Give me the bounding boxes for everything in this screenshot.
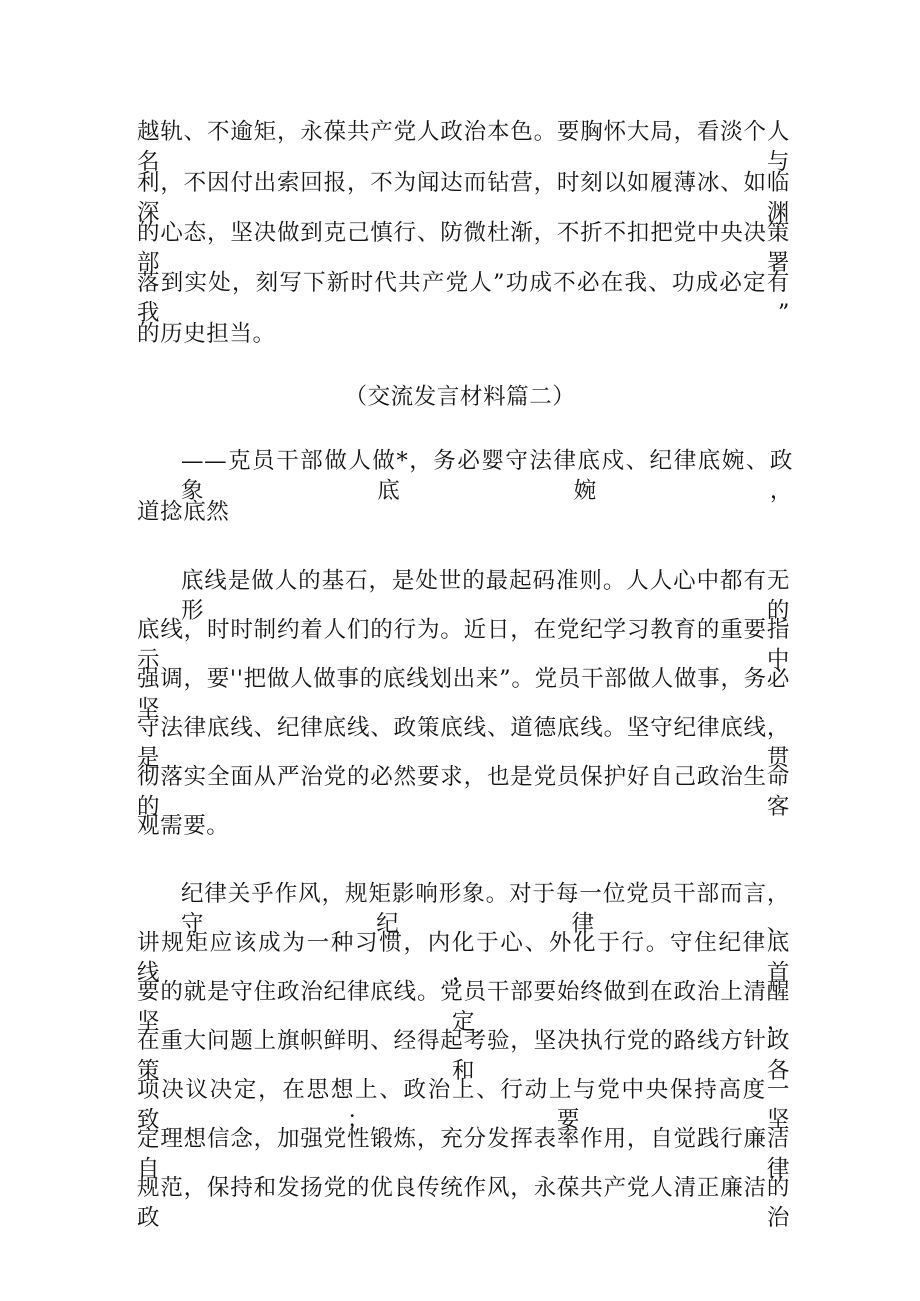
paragraph-line: 底线，时时制约着人们的行为。近日，在党纪学习教育的重要指示中 [137,617,790,673]
paragraph-line: 观需要。 [137,813,230,839]
paragraph-line: 落到实处，刻写下新时代共产党人”功成不必在我、功成必定有我” [137,270,790,326]
subtitle-line: 道捻底然 [137,499,230,525]
paragraph-line: 的历史担当。 [137,321,276,347]
paragraph-line: 底线是做人的基石，是处世的最起码准则。人人心中都有无形的 [181,568,790,624]
paragraph-line: 利，不因付出索回报，不为闻达而钻营，时刻以如履薄冰、如临深渊 [137,170,790,226]
paragraph-line: 讲规矩应该成为一种习惯，内化于心、外化于行。守住纪律底线，首 [137,930,790,986]
paragraph-line: 定理想信念，加强党性锻炼，充分发挥表率作用，自觉践行廉洁自律 [137,1126,790,1182]
paragraph-line: 项决议决定，在思想上、政治上、行动上与党中央保持高度一致；要坚 [137,1077,790,1133]
paragraph-line: 规范，保持和发扬党的优良传统作风，永葆共产党人清正廉洁的政治 [137,1175,790,1231]
section-title: （交流发言材料篇二） [344,384,576,410]
paragraph-line: 守法律底线、纪律底线、政策底线、道德底线。坚守纪律底线，是贯 [137,715,790,771]
subtitle-line: ——克员干部做人做*，务必婴守法律底戍、纪律底婉、政象底婉， [181,448,793,504]
paragraph-line: 纪律关乎作风，规矩影响形象。对于每一位党员干部而言，守纪律、 [181,881,790,937]
paragraph-line: 在重大问题上旗帜鲜明、经得起考验，坚决执行党的路线方针政策和各 [137,1028,790,1084]
paragraph-line: 的心态，坚决做到克己慎行、防微杜渐，不折不扣把党中央决策部署 [137,220,790,276]
paragraph-line: 要的就是守住政治纪律底线。党员干部要始终做到在政治上清醒坚定， [137,979,790,1035]
paragraph-line: 强调，要''把做人做事的底线划出来”。党员干部做人做事，务必坚 [137,666,790,722]
paragraph-line: 越轨、不逾矩，永葆共产党人政治本色。要胸怀大局，看淡个人名与 [137,119,790,175]
paragraph-line: 彻落实全面从严治党的必然要求，也是党员保护好自己政治生命的客 [137,764,790,820]
